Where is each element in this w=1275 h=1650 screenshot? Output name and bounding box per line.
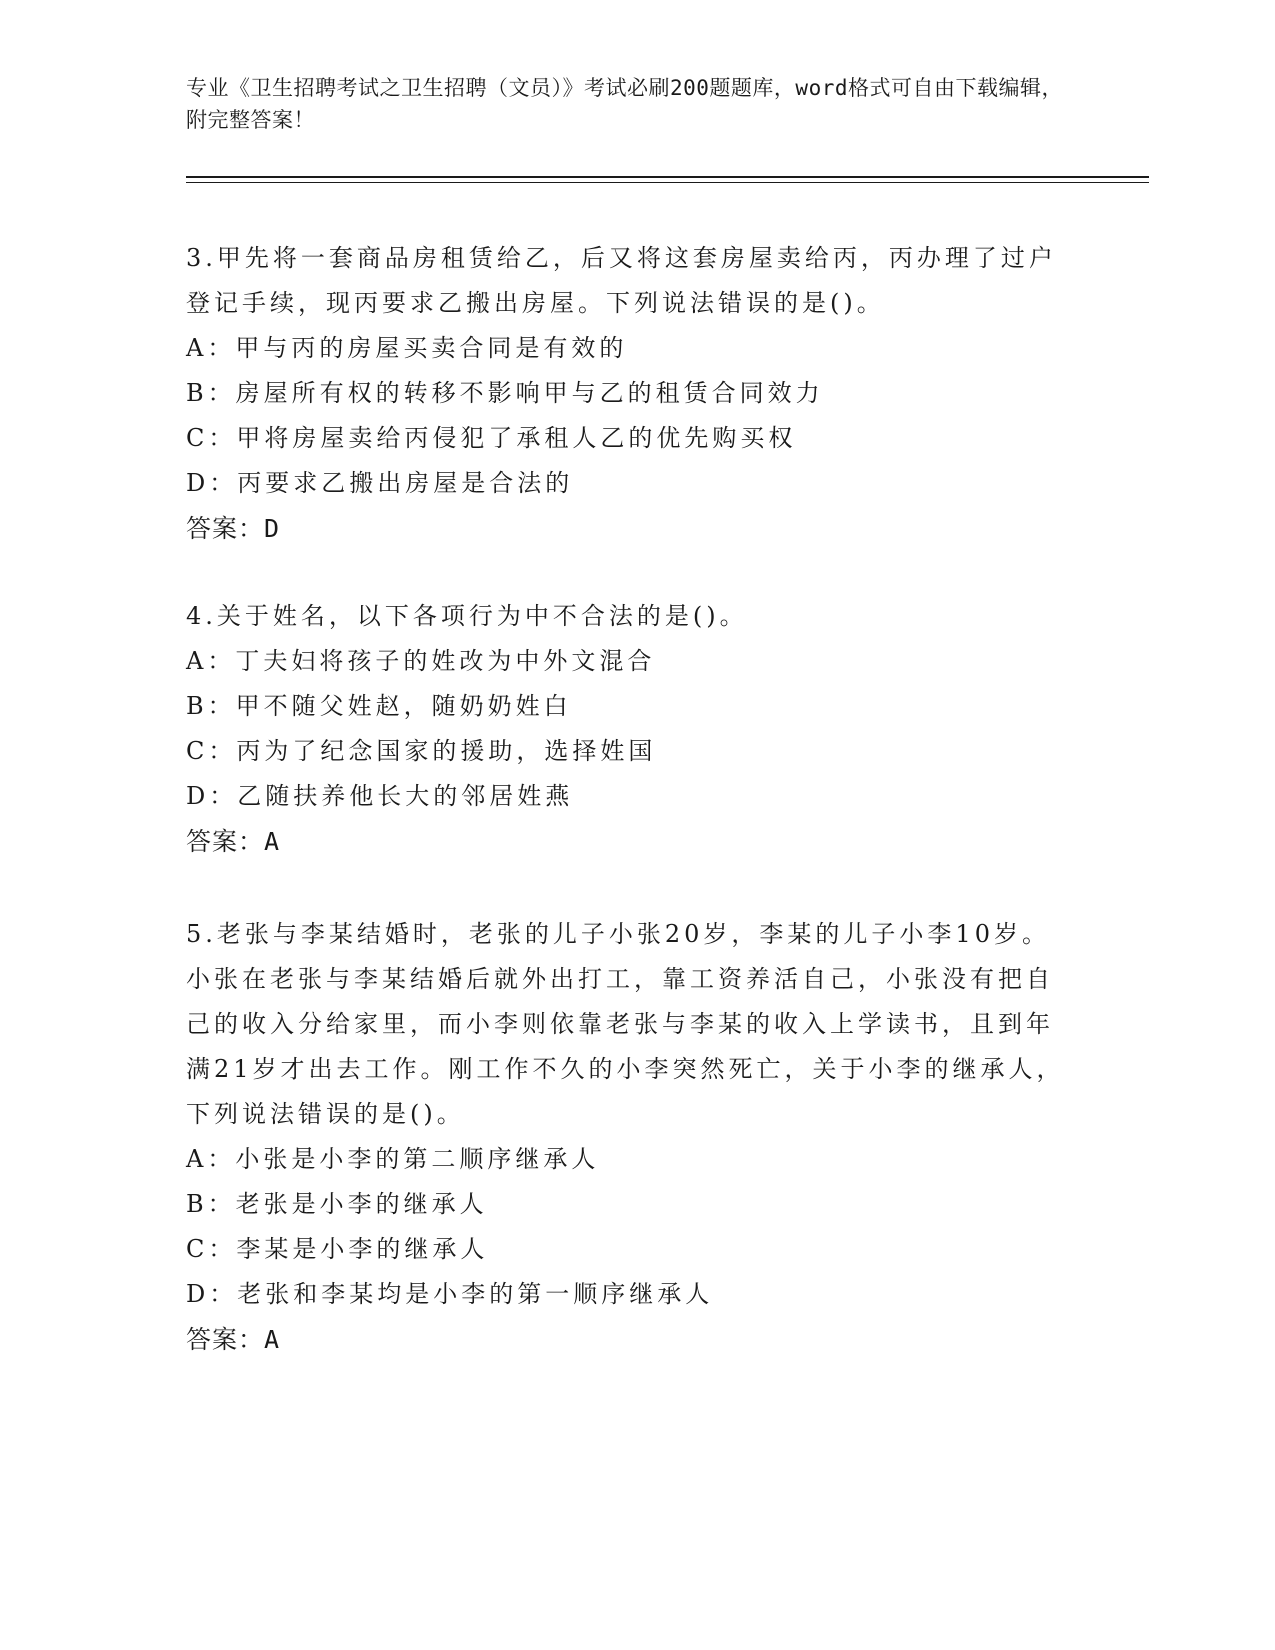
question-stem: 3.甲先将一套商品房租赁给乙，后又将这套房屋卖给丙，丙办理了过户登记手续，现丙要求乙搬出房屋。下列说法错误的是()。 xyxy=(186,244,1057,317)
option-c: C：丙为了纪念国家的援助，选择姓国 xyxy=(186,737,657,765)
header-divider-thin xyxy=(186,182,1149,183)
option-d: D：乙随扶养他长大的邻居姓燕 xyxy=(186,782,574,810)
question-5 xyxy=(186,912,1066,1362)
question-stem: 5.老张与李某结婚时，老张的儿子小张20岁，李某的儿子小李10岁。小张在老张与李某结婚后就外出打工，靠工资养活自己，小张没有把自己的收入分给家里，而小李则依靠老张与李某的收入上学读书，且到年满21岁才出去工作。刚工作不久的小李突然死亡，关于小李的继承人，下列说法错误的是()。 xyxy=(186,920,1065,1128)
answer: 答案：D xyxy=(186,514,281,543)
option-a: A：小张是小李的第二顺序继承人 xyxy=(186,1145,600,1173)
option-a: A：甲与丙的房屋买卖合同是有效的 xyxy=(186,334,628,362)
option-a: A：丁夫妇将孩子的姓改为中外文混合 xyxy=(186,647,656,675)
option-d: D：丙要求乙搬出房屋是合法的 xyxy=(186,469,574,497)
answer: 答案：A xyxy=(186,1325,281,1354)
answer: 答案：A xyxy=(186,827,281,856)
option-b: B：甲不随父姓赵，随奶奶姓白 xyxy=(186,692,572,720)
question-4 xyxy=(186,594,1066,864)
question-3 xyxy=(186,236,1066,551)
option-b: B：房屋所有权的转移不影响甲与乙的租赁合同效力 xyxy=(186,379,824,407)
option-b: B：老张是小李的继承人 xyxy=(186,1190,488,1218)
option-d: D：老张和李某均是小李的第一顺序继承人 xyxy=(186,1280,714,1308)
header-divider-thick xyxy=(186,176,1149,178)
option-c: C：甲将房屋卖给丙侵犯了承租人乙的优先购买权 xyxy=(186,424,797,452)
question-stem: 4.关于姓名，以下各项行为中不合法的是()。 xyxy=(186,602,748,630)
document-header: 专业《卫生招聘考试之卫生招聘（文员）》考试必刷200题题库，word格式可自由下载编辑，附完整答案！ xyxy=(186,76,1063,132)
option-c: C：李某是小李的继承人 xyxy=(186,1235,489,1263)
